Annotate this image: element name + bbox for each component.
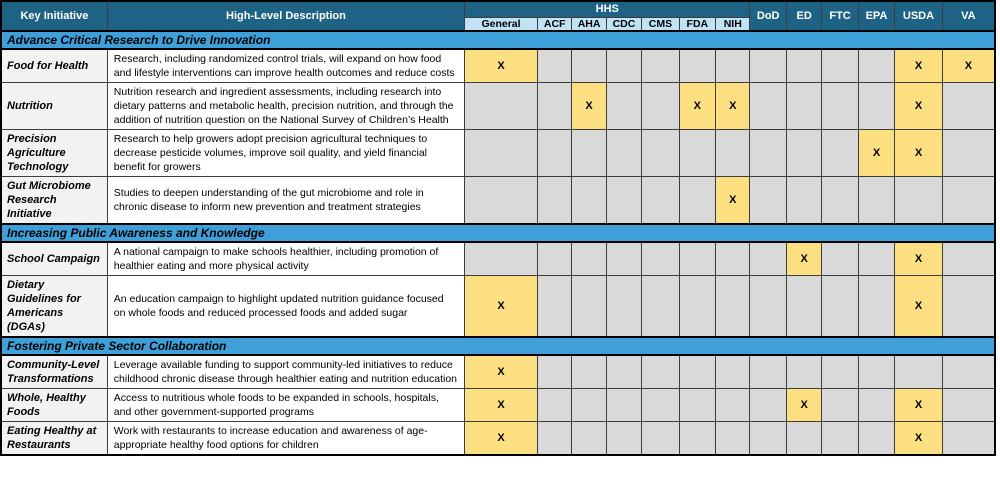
mark-cell-aha	[572, 389, 606, 422]
mark-cell-va	[942, 242, 995, 276]
mark-cell-nih	[716, 130, 750, 177]
table-row	[1, 422, 995, 456]
mark-cell-fda	[679, 355, 715, 389]
mark-cell-fda: X	[679, 83, 715, 130]
mark-cell-dod	[750, 49, 786, 83]
mark-cell-dod	[750, 83, 786, 130]
mark-cell-fda	[679, 130, 715, 177]
table-row	[1, 130, 995, 177]
mark-cell-nih	[716, 242, 750, 276]
mark-cell-epa	[858, 355, 894, 389]
mark-cell-cdc	[606, 49, 641, 83]
mark-cell-dod	[750, 242, 786, 276]
mark-cell-cms	[642, 422, 679, 456]
initiative-name: Nutrition	[1, 83, 107, 130]
mark-cell-general	[465, 242, 538, 276]
initiative-description: Work with restaurants to increase education and awareness of age-appropriate healthy food options for children	[107, 422, 464, 456]
mark-cell-cms	[642, 355, 679, 389]
table-row	[1, 389, 995, 422]
mark-cell-dod	[750, 276, 786, 338]
mark-cell-ftc	[822, 177, 858, 225]
mark-cell-aha	[572, 422, 606, 456]
mark-cell-usda	[895, 355, 943, 389]
mark-cell-epa	[858, 242, 894, 276]
mark-cell-acf	[537, 83, 571, 130]
mark-cell-va	[942, 355, 995, 389]
mark-cell-aha	[572, 130, 606, 177]
mark-cell-aha: X	[572, 83, 606, 130]
mark-cell-dod	[750, 177, 786, 225]
column-header-nih: NIH	[716, 17, 750, 31]
mark-cell-usda: X	[895, 49, 943, 83]
initiative-name: Precision Agriculture Technology	[1, 130, 107, 177]
mark-cell-acf	[537, 49, 571, 83]
initiative-name: Food for Health	[1, 49, 107, 83]
mark-cell-acf	[537, 130, 571, 177]
mark-cell-acf	[537, 177, 571, 225]
mark-cell-cms	[642, 83, 679, 130]
mark-cell-dod	[750, 422, 786, 456]
mark-cell-general	[465, 177, 538, 225]
mark-cell-epa	[858, 49, 894, 83]
mark-cell-fda	[679, 389, 715, 422]
section-row	[1, 31, 995, 49]
mark-cell-va	[942, 177, 995, 225]
mark-cell-ftc	[822, 422, 858, 456]
initiative-description: Research to help growers adopt precision agricultural techniques to decrease pesticide volumes, improve soil quality, and yield financial benefit for growers	[107, 130, 464, 177]
column-header-va: VA	[942, 1, 995, 31]
mark-cell-epa: X	[858, 130, 894, 177]
mark-cell-aha	[572, 355, 606, 389]
initiative-description: Access to nutritious whole foods to be expanded in schools, hospitals, and other government-supported programs	[107, 389, 464, 422]
mark-cell-cdc	[606, 177, 641, 225]
column-header-key-initiative: Key Initiative	[1, 1, 107, 31]
mark-cell-cms	[642, 130, 679, 177]
section-row	[1, 337, 995, 355]
mark-cell-general	[465, 130, 538, 177]
mark-cell-ed: X	[786, 242, 821, 276]
mark-cell-usda: X	[895, 130, 943, 177]
initiative-description: Leverage available funding to support community-led initiatives to reduce childhood chronic disease through healthier eating and nutrition education	[107, 355, 464, 389]
section-header: Advance Critical Research to Drive Innovation	[1, 31, 995, 49]
mark-cell-aha	[572, 177, 606, 225]
mark-cell-cdc	[606, 83, 641, 130]
mark-cell-general: X	[465, 276, 538, 338]
mark-cell-aha	[572, 276, 606, 338]
mark-cell-cms	[642, 276, 679, 338]
mark-cell-acf	[537, 389, 571, 422]
mark-cell-acf	[537, 242, 571, 276]
mark-cell-aha	[572, 242, 606, 276]
mark-cell-fda	[679, 242, 715, 276]
column-header-cdc: CDC	[606, 17, 641, 31]
mark-cell-cdc	[606, 422, 641, 456]
mark-cell-cms	[642, 49, 679, 83]
mark-cell-general: X	[465, 422, 538, 456]
mark-cell-dod	[750, 355, 786, 389]
mark-cell-dod	[750, 389, 786, 422]
mark-cell-va	[942, 276, 995, 338]
mark-cell-usda: X	[895, 276, 943, 338]
mark-cell-usda: X	[895, 242, 943, 276]
table-row	[1, 177, 995, 225]
mark-cell-ed	[786, 49, 821, 83]
mark-cell-cms	[642, 242, 679, 276]
column-header-general: General	[465, 17, 538, 31]
mark-cell-ed	[786, 355, 821, 389]
column-header-usda: USDA	[895, 1, 943, 31]
mark-cell-acf	[537, 355, 571, 389]
mark-cell-cdc	[606, 355, 641, 389]
mark-cell-va	[942, 130, 995, 177]
mark-cell-ftc	[822, 130, 858, 177]
column-header-ed: ED	[786, 1, 821, 31]
initiative-name: Community-Level Transformations	[1, 355, 107, 389]
mark-cell-va	[942, 422, 995, 456]
initiative-description: Studies to deepen understanding of the gut microbiome and role in chronic disease to inform new prevention and treatment strategies	[107, 177, 464, 225]
mark-cell-fda	[679, 422, 715, 456]
mark-cell-usda: X	[895, 389, 943, 422]
mark-cell-cdc	[606, 242, 641, 276]
column-group-header-hhs: HHS	[465, 1, 750, 17]
mark-cell-epa	[858, 177, 894, 225]
mark-cell-fda	[679, 49, 715, 83]
mark-cell-fda	[679, 177, 715, 225]
section-row	[1, 224, 995, 242]
mark-cell-ftc	[822, 83, 858, 130]
mark-cell-ftc	[822, 276, 858, 338]
mark-cell-va	[942, 83, 995, 130]
column-header-aha: AHA	[572, 17, 606, 31]
mark-cell-fda	[679, 276, 715, 338]
table-row	[1, 83, 995, 130]
table-row	[1, 276, 995, 338]
mark-cell-nih: X	[716, 177, 750, 225]
initiative-description: Research, including randomized control trials, will expand on how food and lifestyle interventions can improve health outcomes and reduce costs	[107, 49, 464, 83]
section-header: Fostering Private Sector Collaboration	[1, 337, 995, 355]
initiative-description: Nutrition research and ingredient assessments, including research into dietary patterns and metabolic health, precision nutrition, and through the addition of nutrition question on the National Survey of Children’s Health	[107, 83, 464, 130]
mark-cell-epa	[858, 389, 894, 422]
mark-cell-va	[942, 389, 995, 422]
initiative-name: Gut Microbiome Research Initiative	[1, 177, 107, 225]
section-header: Increasing Public Awareness and Knowledge	[1, 224, 995, 242]
column-header-ftc: FTC	[822, 1, 858, 31]
table-row	[1, 355, 995, 389]
column-header-acf: ACF	[537, 17, 571, 31]
mark-cell-ftc	[822, 49, 858, 83]
column-header-description: High-Level Description	[107, 1, 464, 31]
mark-cell-usda: X	[895, 422, 943, 456]
mark-cell-acf	[537, 422, 571, 456]
mark-cell-cdc	[606, 389, 641, 422]
mark-cell-epa	[858, 422, 894, 456]
mark-cell-nih: X	[716, 83, 750, 130]
mark-cell-aha	[572, 49, 606, 83]
column-header-dod: DoD	[750, 1, 786, 31]
mark-cell-va: X	[942, 49, 995, 83]
mark-cell-usda: X	[895, 83, 943, 130]
mark-cell-nih	[716, 276, 750, 338]
mark-cell-cms	[642, 177, 679, 225]
initiative-name: School Campaign	[1, 242, 107, 276]
mark-cell-general: X	[465, 389, 538, 422]
mark-cell-general: X	[465, 355, 538, 389]
mark-cell-ed	[786, 422, 821, 456]
mark-cell-ed	[786, 177, 821, 225]
mark-cell-ftc	[822, 242, 858, 276]
mark-cell-nih	[716, 422, 750, 456]
mark-cell-ed	[786, 83, 821, 130]
mark-cell-epa	[858, 276, 894, 338]
mark-cell-nih	[716, 49, 750, 83]
mark-cell-cdc	[606, 130, 641, 177]
initiative-name: Eating Healthy at Restaurants	[1, 422, 107, 456]
initiative-description: An education campaign to highlight updated nutrition guidance focused on whole foods and reduced processed foods and added sugar	[107, 276, 464, 338]
mark-cell-ed	[786, 130, 821, 177]
initiative-description: A national campaign to make schools healthier, including promotion of healthier eating and more physical activity	[107, 242, 464, 276]
initiative-name: Dietary Guidelines for Americans (DGAs)	[1, 276, 107, 338]
mark-cell-ed	[786, 276, 821, 338]
mark-cell-epa	[858, 83, 894, 130]
mark-cell-general: X	[465, 49, 538, 83]
table-row	[1, 49, 995, 83]
mark-cell-cdc	[606, 276, 641, 338]
mark-cell-usda	[895, 177, 943, 225]
mark-cell-ed: X	[786, 389, 821, 422]
column-header-epa: EPA	[858, 1, 894, 31]
mark-cell-nih	[716, 389, 750, 422]
column-header-fda: FDA	[679, 17, 715, 31]
mark-cell-nih	[716, 355, 750, 389]
mark-cell-cms	[642, 389, 679, 422]
mark-cell-acf	[537, 276, 571, 338]
initiative-name: Whole, Healthy Foods	[1, 389, 107, 422]
mark-cell-ftc	[822, 389, 858, 422]
mark-cell-dod	[750, 130, 786, 177]
mark-cell-ftc	[822, 355, 858, 389]
mark-cell-general	[465, 83, 538, 130]
column-header-cms: CMS	[642, 17, 679, 31]
table-row	[1, 242, 995, 276]
